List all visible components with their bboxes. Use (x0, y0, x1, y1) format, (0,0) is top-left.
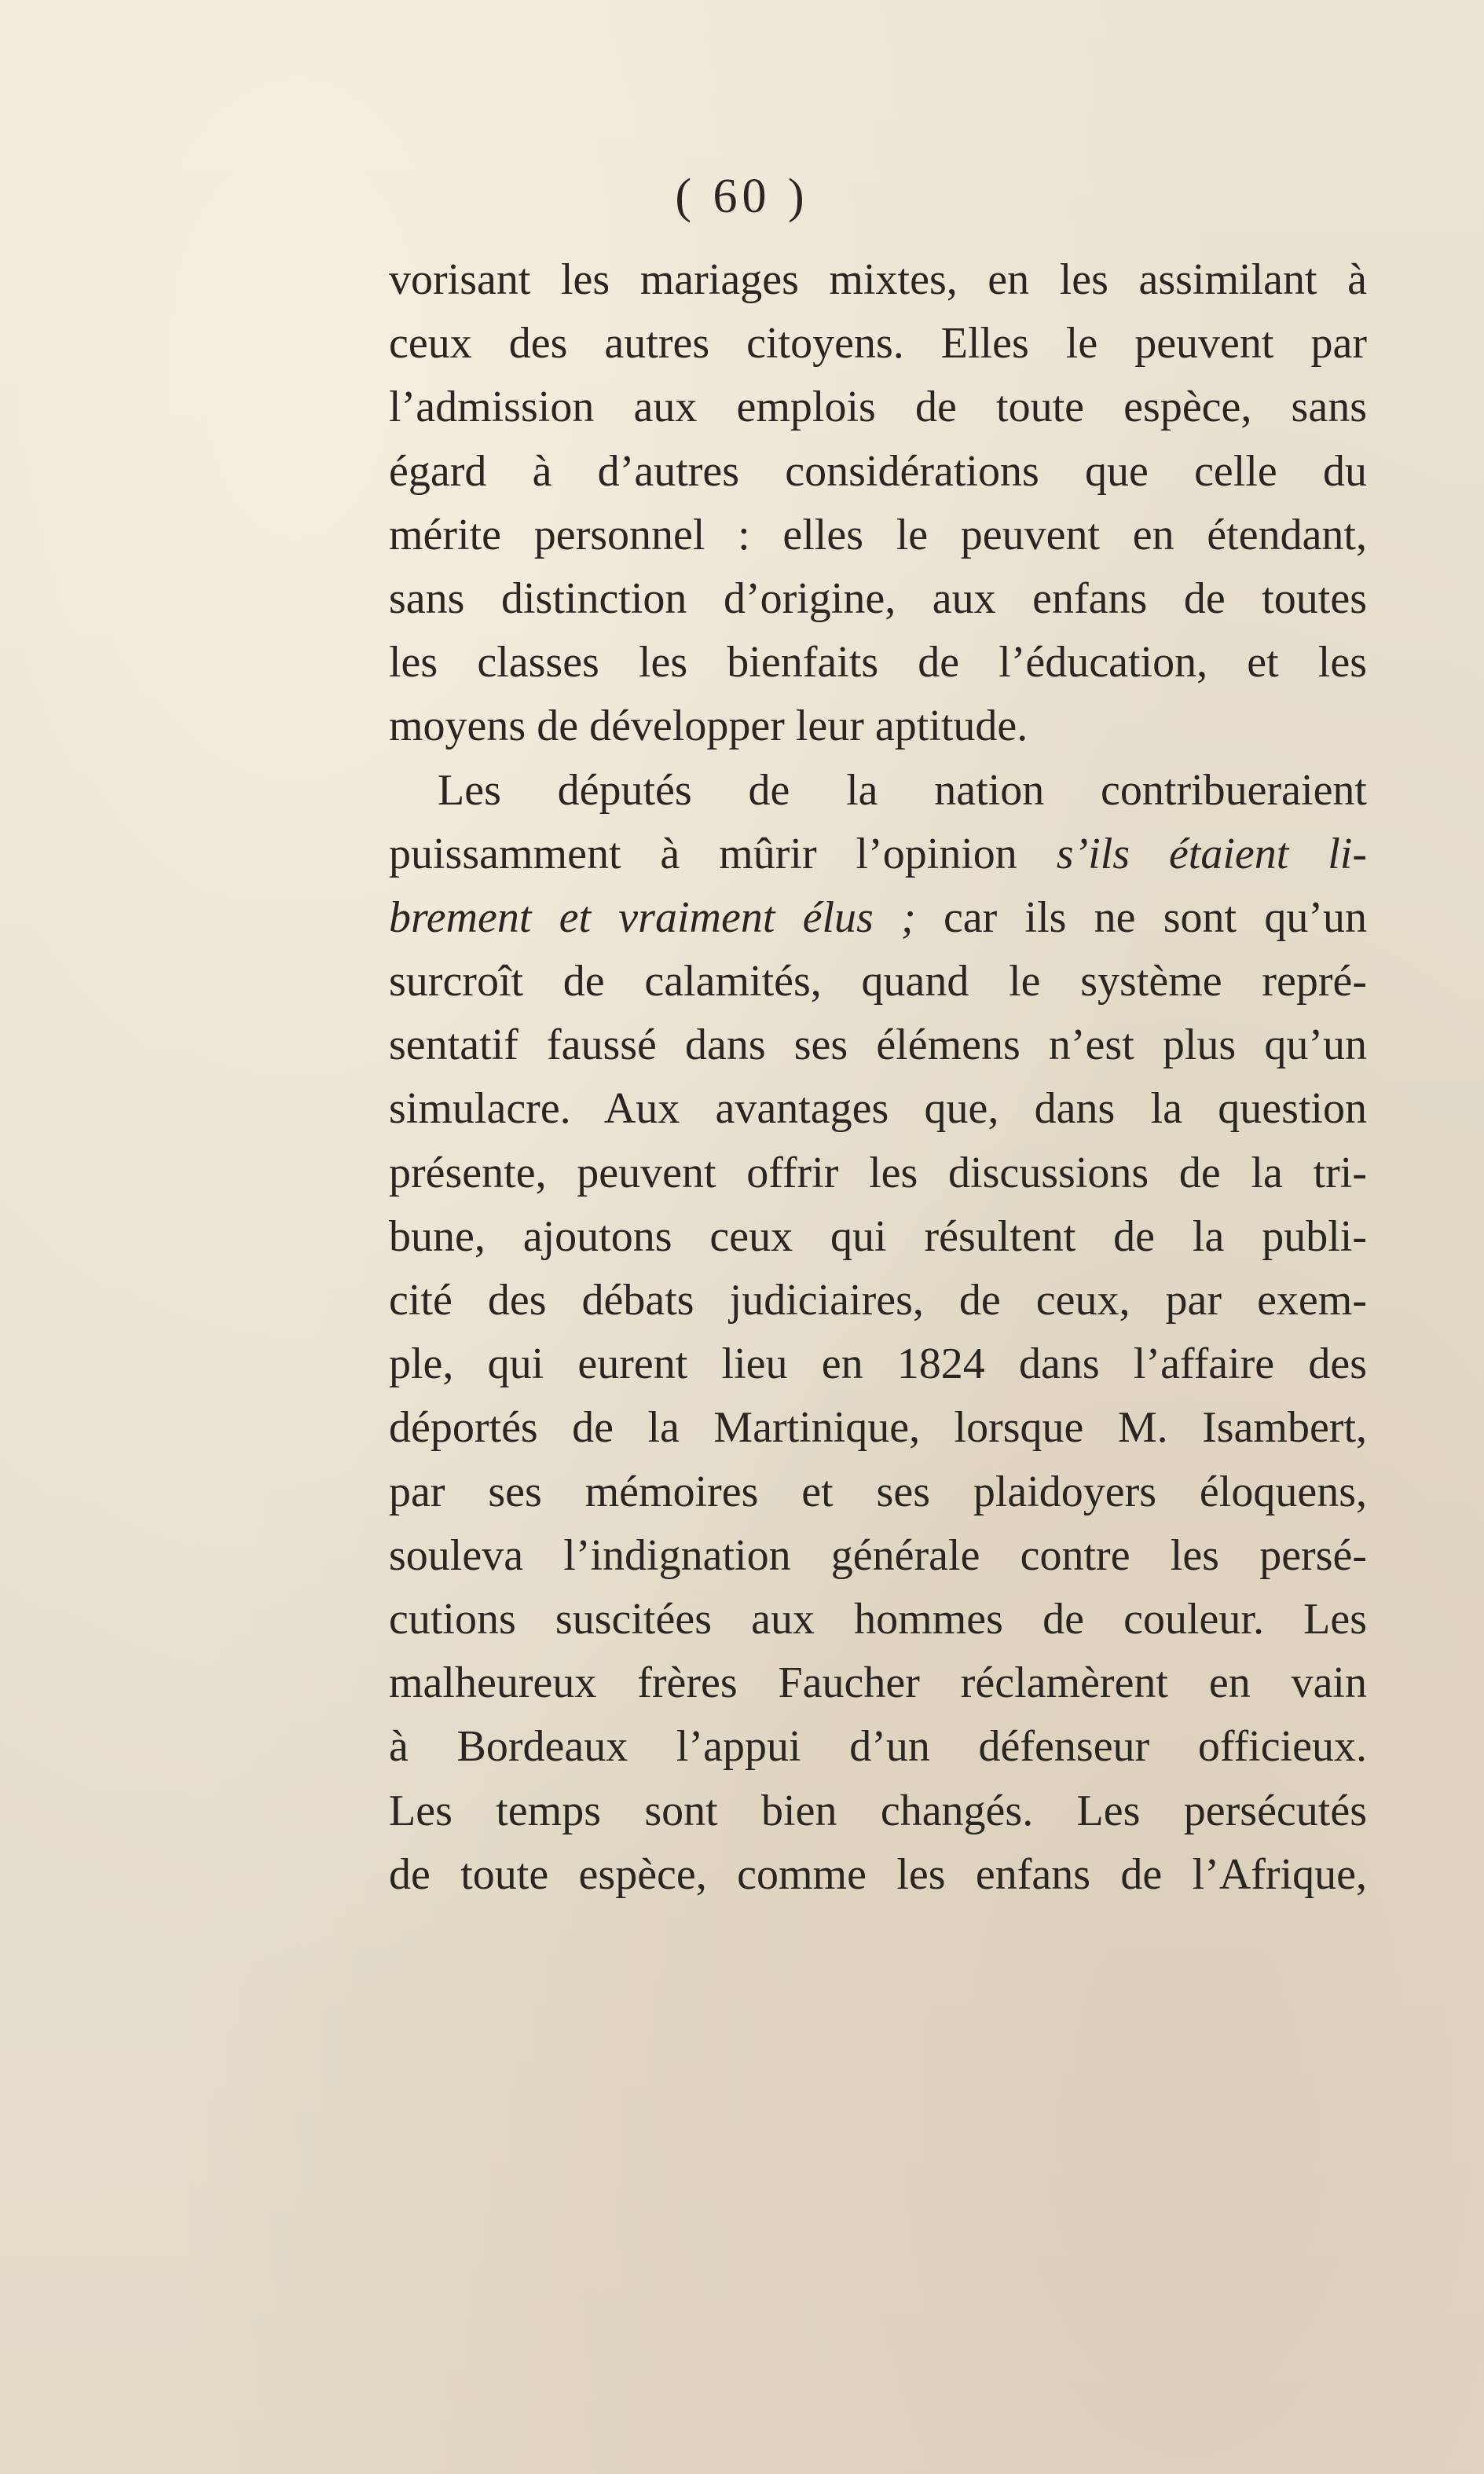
text-line: bune, ajoutons ceux qui résultent de la publi- (389, 1211, 1367, 1261)
text-line: mérite personnel : elles le peuvent en étendant, (389, 510, 1367, 559)
text-line: malheureux frères Faucher réclamèrent en vain (389, 1658, 1367, 1708)
italic-text-segment: s’ils étaient li- (1056, 829, 1367, 878)
text-segment: car ils ne sont qu’un (915, 892, 1367, 942)
text-line: Les temps sont bien changés. Les persécutés (389, 1786, 1367, 1835)
text-line: de toute espèce, comme les enfans de l’Afrique, (389, 1849, 1367, 1899)
text-line: simulacre. Aux avantages que, dans la question (389, 1084, 1367, 1134)
text-line: vorisant les mariages mixtes, en les assimilant à (389, 255, 1367, 304)
text-line: l’admission aux emplois de toute espèce, sans (389, 383, 1367, 432)
italic-text-segment: brement et vraiment élus ; (389, 892, 916, 942)
text-line: égard à d’autres considérations que celle du (389, 446, 1367, 496)
text-line: sans distinction d’origine, aux enfans de toutes (389, 574, 1367, 623)
text-line: déportés de la Martinique, lorsque M. Isambert, (389, 1403, 1367, 1453)
text-line: souleva l’indignation générale contre les persé- (389, 1530, 1367, 1580)
body-text (389, 248, 1367, 1907)
text-line: sentatif faussé dans ses élémens n’est plus qu’un (389, 1021, 1367, 1070)
text-line: cutions suscitées aux hommes de couleur. Les (389, 1594, 1367, 1644)
text-line: cité des débats judiciaires, de ceux, par exem- (389, 1276, 1367, 1325)
text-segment: puissamment à mûrir l’opinion (389, 829, 1057, 878)
text-line (389, 823, 1367, 886)
text-line: les classes les bienfaits de l’éducation, et les (389, 638, 1367, 687)
page-number: ( 60 ) (675, 170, 809, 223)
text-line: Les députés de la nation contribueraient (438, 765, 1367, 815)
text-line: ceux des autres citoyens. Elles le peuvent par (389, 319, 1367, 368)
text-line: ple, qui eurent lieu en 1824 dans l’affaire des (389, 1340, 1367, 1389)
text-line: par ses mémoires et ses plaidoyers éloquens, (389, 1467, 1367, 1516)
text-line (389, 886, 1367, 950)
text-line: à Bordeaux l’appui d’un défenseur officieux. (389, 1722, 1367, 1772)
text-line: présente, peuvent offrir les discussions de la tri- (389, 1148, 1367, 1197)
text-line: surcroît de calamités, quand le système repré- (389, 957, 1367, 1006)
text-line: moyens de développer leur aptitude. (389, 702, 1028, 751)
